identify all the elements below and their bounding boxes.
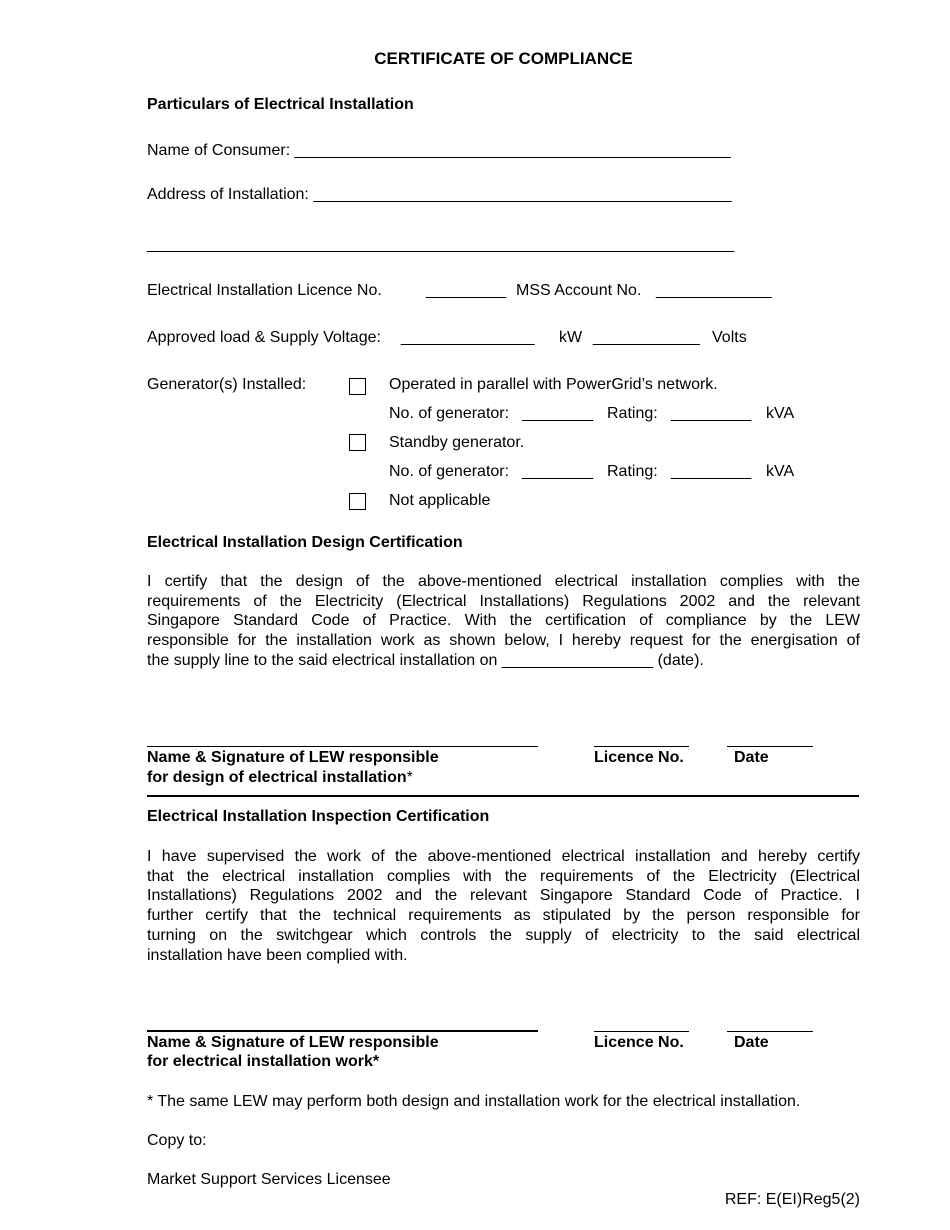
section-divider — [147, 795, 859, 797]
consumer-blank[interactable]: _________________________________________________ — [294, 142, 731, 159]
standby-option-label: Standby generator. — [389, 434, 525, 451]
address-blank-second-line[interactable]: __________________________________________________________________ — [147, 236, 735, 253]
design-text-line-1: I certify that the design of the above-mentioned electrical installation complies with the — [147, 573, 860, 590]
inspection-licence-label: Licence No. — [594, 1034, 684, 1051]
standby-kva-unit: kVA — [766, 463, 795, 480]
design-date-line[interactable] — [727, 746, 813, 747]
not-applicable-checkbox[interactable] — [349, 493, 366, 510]
design-licence-label: Licence No. — [594, 749, 684, 766]
inspection-licence-line[interactable] — [594, 1031, 689, 1032]
reference-code: REF: E(EI)Reg5(2) — [724, 1191, 860, 1208]
consumer-label: Name of Consumer: — [147, 142, 291, 159]
inspection-signature-label-line-2: for electrical installation work* — [147, 1053, 380, 1070]
design-date-label: Date — [734, 749, 769, 766]
kw-unit: kW — [559, 329, 583, 346]
design-text — [147, 572, 860, 671]
standby-no-of-generator-blank[interactable]: ________ — [522, 463, 594, 480]
inspection-text-line-4: further certify that the technical requirements as stipulated by the person responsible for — [147, 907, 860, 925]
parallel-checkbox[interactable] — [349, 378, 366, 395]
design-text-line-5: the supply line to the said electrical installation on _________________ (date). — [147, 651, 704, 669]
inspection-heading: Electrical Installation Inspection Certification — [147, 808, 490, 825]
design-licence-line[interactable] — [594, 746, 689, 747]
design-text-line-3: Singapore Standard Code of Practice. With the certification of compliance by the LEW — [147, 612, 860, 630]
address-field[interactable] — [147, 186, 732, 204]
standby-rating-blank[interactable]: _________ — [671, 463, 752, 480]
inspection-text-line-2: that the electrical installation complies with the requirements of the Electricity (Electrical — [147, 867, 860, 885]
parallel-rating-blank[interactable]: _________ — [671, 405, 752, 422]
inspection-text-line-3: Installations) Regulations 2002 and the relevant Singapore Standard Code of Practice. I — [147, 887, 860, 905]
standby-no-of-generator-label: No. of generator: — [389, 463, 510, 480]
mss-blank[interactable]: _____________ — [656, 282, 772, 299]
volts-blank[interactable]: ____________ — [593, 329, 700, 346]
design-signature-asterisk: * — [406, 769, 413, 786]
standby-checkbox[interactable] — [349, 434, 366, 451]
licence-label: Electrical Installation Licence No. — [147, 282, 382, 299]
address-blank[interactable]: _______________________________________________ — [313, 186, 732, 203]
not-applicable-label: Not applicable — [389, 492, 491, 509]
load-blank[interactable]: _______________ — [401, 329, 535, 346]
load-label: Approved load & Supply Voltage: — [147, 329, 381, 346]
mss-label: MSS Account No. — [516, 282, 642, 299]
consumer-field[interactable] — [147, 142, 731, 160]
design-signature-label-line-1: Name & Signature of LEW responsible — [147, 749, 439, 766]
design-signature-label-line-2 — [147, 769, 413, 787]
inspection-text-line-1: I have supervised the work of the above-mentioned electrical installation and hereby certify — [147, 848, 860, 865]
inspection-date-label: Date — [734, 1034, 769, 1051]
inspection-text-line-6: installation have been complied with. — [147, 946, 408, 964]
standby-rating-label: Rating: — [607, 463, 658, 480]
parallel-kva-unit: kVA — [766, 405, 795, 422]
particulars-heading: Particulars of Electrical Installation — [147, 96, 414, 113]
volts-unit: Volts — [712, 329, 747, 346]
design-text-line-2: requirements of the Electricity (Electrical Installations) Regulations 2002 and the relevant — [147, 592, 860, 610]
parallel-no-of-generator-label: No. of generator: — [389, 405, 510, 422]
design-signature-line[interactable] — [147, 746, 538, 747]
inspection-text — [147, 847, 860, 965]
design-heading: Electrical Installation Design Certification — [147, 534, 463, 551]
design-text-line-4: responsible for the installation work as shown below, I hereby request for the energisation of — [147, 632, 860, 650]
inspection-signature-label-line-1: Name & Signature of LEW responsible — [147, 1034, 439, 1051]
parallel-rating-label: Rating: — [607, 405, 658, 422]
footnote: * The same LEW may perform both design and installation work for the electrical installation. — [147, 1093, 801, 1110]
licence-blank[interactable]: _________ — [426, 282, 507, 299]
page-title: CERTIFICATE OF COMPLIANCE — [374, 49, 633, 68]
address-label: Address of Installation: — [147, 186, 309, 203]
inspection-signature-line[interactable] — [147, 1030, 538, 1032]
parallel-no-of-generator-blank[interactable]: ________ — [522, 405, 594, 422]
copy-to-label: Copy to: — [147, 1132, 207, 1149]
design-signature-label-text: for design of electrical installation — [147, 769, 407, 786]
parallel-option-label: Operated in parallel with PowerGrid’s network. — [389, 376, 718, 393]
inspection-date-line[interactable] — [727, 1031, 813, 1032]
inspection-text-line-5: turning on the switchgear which controls the supply of electricity to the said electrical — [147, 926, 860, 944]
recipient: Market Support Services Licensee — [147, 1171, 391, 1188]
generator-label: Generator(s) Installed: — [147, 376, 307, 393]
